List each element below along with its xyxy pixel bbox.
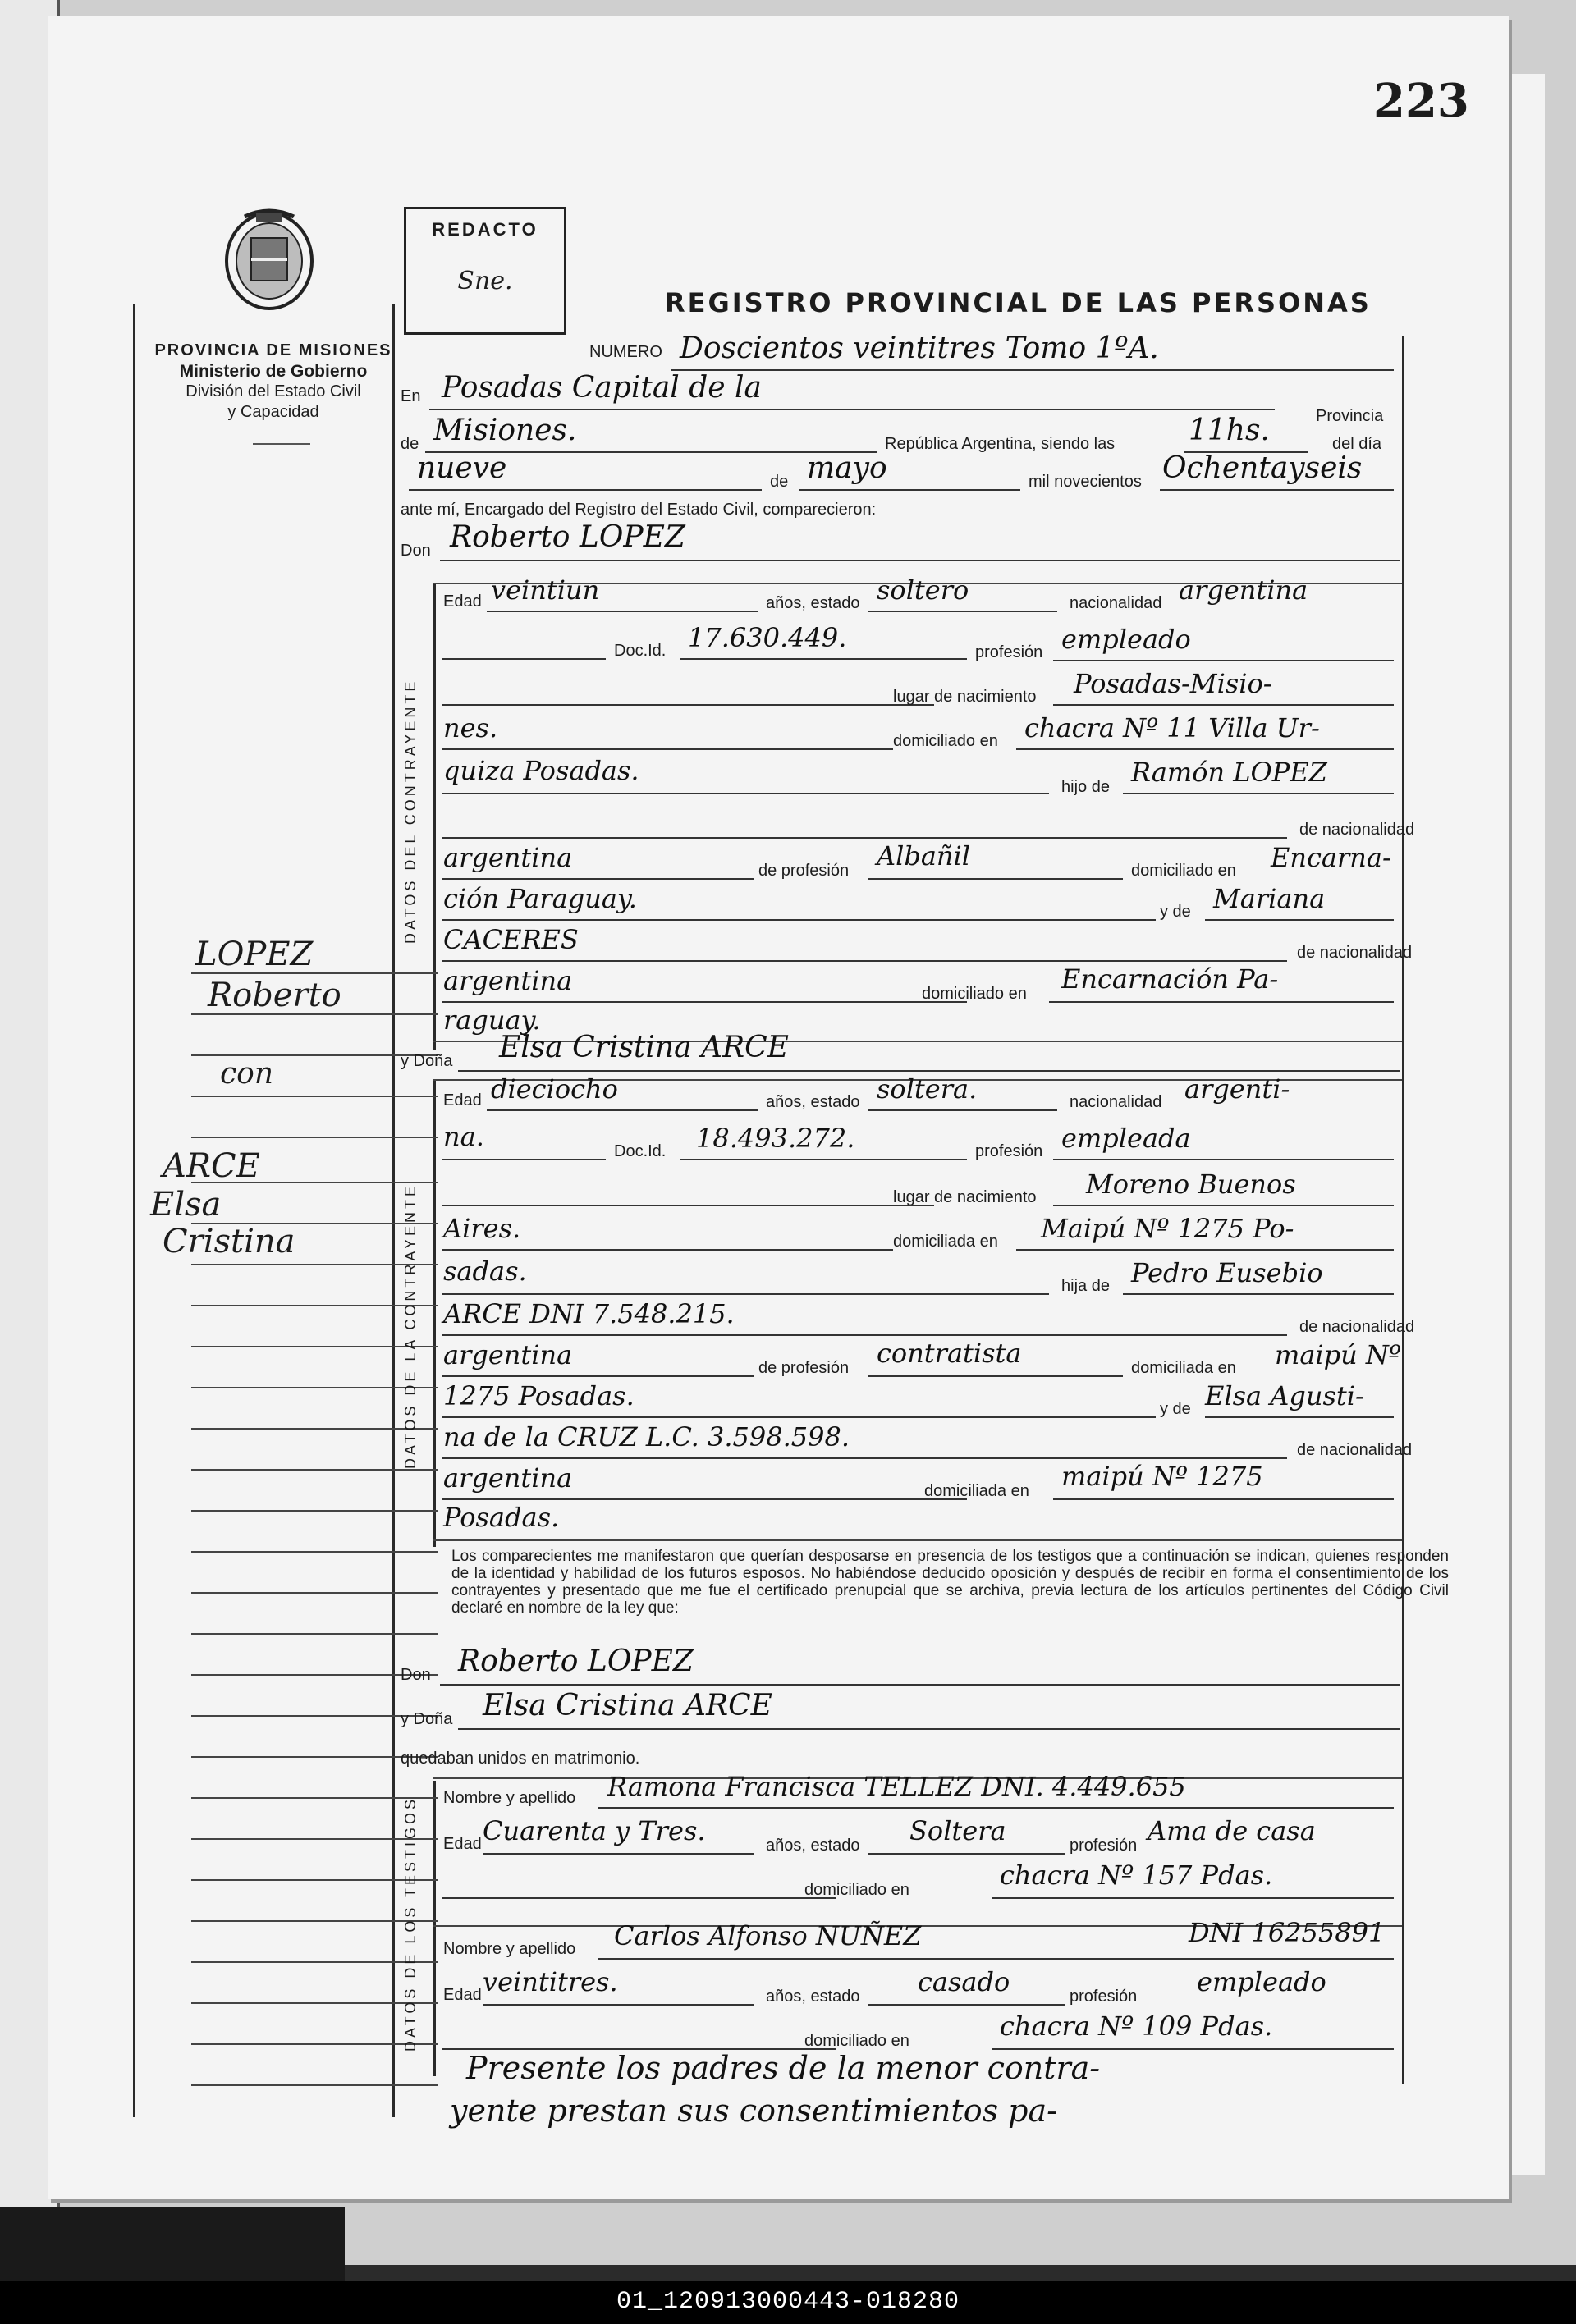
bride-lugar-line <box>1053 1205 1394 1206</box>
bride-doc-pre-line <box>442 1159 606 1160</box>
w1-name-line <box>598 1807 1394 1809</box>
authority-province: PROVINCIA DE MISIONES <box>154 341 392 359</box>
authority-ministry: Ministerio de Gobierno <box>179 362 368 381</box>
bride-madre-dom-b: Posadas. <box>443 1502 560 1533</box>
groom-padre-line <box>1123 793 1394 794</box>
groom-don-label: Don <box>401 542 431 560</box>
margin-line <box>191 1879 438 1881</box>
w1-prof: Ama de casa <box>1148 1815 1316 1846</box>
authority-capacity: y Capacidad <box>227 403 319 421</box>
bride-madre-nac-line <box>442 1498 967 1500</box>
note-line-a: Presente los padres de la menor contra- <box>466 2050 1101 2086</box>
register-page <box>48 16 1509 2199</box>
bride-madre-b: na de la CRUZ L.C. 3.598.598. <box>443 1421 850 1452</box>
groom-hijo-label: hijo de <box>1061 778 1110 796</box>
groom-nac-label: nacionalidad <box>1070 594 1162 612</box>
margin-line <box>191 1797 438 1799</box>
bride-madre-nac: argentina <box>443 1462 573 1494</box>
groom-madre-dom-label: domiciliado en <box>922 985 1027 1003</box>
groom-madre-dom-b: raguay. <box>443 1004 541 1036</box>
groom-lugar-line <box>1053 704 1394 706</box>
w1-nombre-label: Nombre y apellido <box>443 1789 576 1807</box>
bride-doc-line <box>680 1159 967 1160</box>
dia-value: nueve <box>417 451 507 485</box>
provincia-label: Provincia <box>1316 407 1384 425</box>
margin-line <box>191 1096 438 1097</box>
groom-padre-prof: Albañil <box>877 840 970 872</box>
numero-label: NUMERO <box>589 343 662 361</box>
page-number: 223 <box>1373 74 1469 128</box>
margin-line <box>191 1551 438 1553</box>
authority-rule <box>253 443 310 445</box>
bride-de-nac-label: de nacionalidad <box>1299 1318 1415 1336</box>
en-line <box>429 409 1275 410</box>
bride-de-profesion-label: de profesión <box>758 1359 850 1377</box>
bride-padre-dom-b: 1275 Posadas. <box>443 1380 635 1411</box>
groom-y-de-label: y de <box>1160 903 1191 921</box>
groom-doc-line <box>680 658 967 660</box>
decl-bride: Elsa Cristina ARCE <box>483 1689 772 1722</box>
bride-madre-dom-label: domiciliada en <box>924 1482 1029 1500</box>
groom-lugar-a: Posadas-Misio- <box>1074 668 1272 699</box>
w1-dom-label: domiciliado en <box>804 1881 909 1899</box>
de-label: de <box>401 435 419 453</box>
w2-edad-line <box>483 2004 754 2006</box>
groom-doc-pre-line <box>442 658 606 660</box>
groom-madre-line <box>1205 919 1394 921</box>
mes-line <box>799 489 1020 491</box>
groom-padre: Ramón LOPEZ <box>1131 757 1327 788</box>
hora-value: 11hs. <box>1189 414 1270 447</box>
del-dia-label: del día <box>1332 435 1382 453</box>
margin-line <box>191 2043 438 2045</box>
bride-doc-label: Doc.Id. <box>614 1142 667 1160</box>
margin-bride-name2: Cristina <box>163 1223 296 1260</box>
bride-edad-label: Edad <box>443 1091 482 1109</box>
numero-value: Doscientos veintitres Tomo 1ºA. <box>680 332 1159 365</box>
w2-anos-estado-label: años, estado <box>766 1988 860 2006</box>
margin-line <box>191 1137 438 1138</box>
groom-domicilio-a: chacra Nº 11 Villa Ur- <box>1024 712 1320 743</box>
margin-line <box>191 1013 438 1015</box>
groom-lugar-pre-line <box>442 704 934 706</box>
bride-dom-label: domiciliada en <box>893 1233 998 1251</box>
bride-nac-label: nacionalidad <box>1070 1093 1162 1111</box>
bride-dona-label: y Doña <box>401 1052 453 1070</box>
margin-line <box>191 1387 438 1388</box>
bride-madre-b-line <box>442 1457 1287 1459</box>
groom-dom-b-line <box>442 793 1049 794</box>
w1-prof-label: profesión <box>1070 1837 1138 1855</box>
groom-section-rule <box>433 583 436 1050</box>
groom-doc: 17.630.449. <box>688 622 847 653</box>
bride-madre-line <box>1205 1416 1394 1418</box>
w1-name: Ramona Francisca TELLEZ DNI. 4.449.655 <box>607 1771 1186 1802</box>
bride-nacionalidad-b: na. <box>443 1121 484 1152</box>
w2-dom-label: domiciliado en <box>804 2032 909 2050</box>
margin-line <box>191 1264 438 1265</box>
w1-edad-line <box>483 1853 754 1855</box>
w2-nombre-label: Nombre y apellido <box>443 1940 576 1958</box>
w1-edad-label: Edad <box>443 1835 482 1853</box>
groom-madre-b-line <box>442 960 1287 962</box>
w2-prof-label: profesión <box>1070 1988 1138 2006</box>
w2-estado: casado <box>918 1966 1010 1997</box>
w1-dom: chacra Nº 157 Pdas. <box>1000 1860 1273 1891</box>
margin-line <box>191 2002 438 2004</box>
groom-name: Roberto LOPEZ <box>450 520 685 554</box>
margin-bride-surname: ARCE <box>163 1147 260 1185</box>
bride-domicilio-a: Maipú Nº 1275 Po- <box>1041 1213 1294 1244</box>
declaration-text: Los comparecientes me manifestaron que querían desposarse en presencia de los testigos que a continuación se indican, quienes responden de la identidad y habilidad de los futuros esposos. No habiéndose deducido oposición y después de recibir en forma el consentimiento de los contrayentes y presentado que me fue el certificado prenupcial que se archiva, previa lectura de los artículos pertinentes del Código Civil declaré en nombre de la ley que: <box>451 1548 1449 1617</box>
groom-dom-pre-line <box>442 748 893 750</box>
groom-anos-estado-label: años, estado <box>766 594 860 612</box>
w2-doc: DNI 16255891 <box>1189 1917 1386 1948</box>
groom-padre-nac: argentina <box>443 842 573 873</box>
margin-line <box>191 2084 438 2086</box>
anio-line <box>1160 489 1394 491</box>
bride-padre-line <box>1123 1293 1394 1295</box>
w2-name: Carlos Alfonso NUÑEZ <box>614 1920 922 1951</box>
bride-prof-line <box>1053 1159 1394 1160</box>
bride-section-bottom <box>433 1539 1402 1541</box>
bride-lugar-label: lugar de nacimiento <box>893 1188 1037 1206</box>
decl-dona-label: y Doña <box>401 1710 453 1728</box>
redacto-stamp <box>404 207 566 335</box>
bride-padre-dom-label: domiciliada en <box>1131 1359 1236 1377</box>
en-label: En <box>401 387 421 405</box>
w2-dom: chacra Nº 109 Pdas. <box>1000 2011 1273 2042</box>
margin-line <box>191 1223 438 1224</box>
bride-lugar-pre-line <box>442 1205 934 1206</box>
groom-prof-label: profesión <box>975 643 1043 661</box>
decl-groom-line <box>440 1684 1400 1686</box>
groom-prof-line <box>1053 660 1394 661</box>
bride-dom-b-line <box>442 1293 1049 1295</box>
groom-madre-nac-line <box>442 1001 967 1003</box>
bride-hija-label: hija de <box>1061 1277 1110 1295</box>
stamp-label: REDACTO <box>432 219 538 240</box>
margin-line <box>191 1346 438 1347</box>
groom-madre-a: Mariana <box>1213 883 1326 914</box>
groom-profesion: empleado <box>1061 624 1191 655</box>
margin-line <box>191 1428 438 1430</box>
bride-dom-pre-line <box>442 1249 893 1251</box>
en-value: Posadas Capital de la <box>442 371 763 405</box>
margin-line <box>191 1305 438 1306</box>
bride-estado: soltera. <box>877 1073 978 1105</box>
bride-lugar-b: Aires. <box>443 1213 521 1244</box>
bride-padre-a: Pedro Eusebio <box>1131 1257 1323 1288</box>
margin-line <box>191 1961 438 1963</box>
ante-label: ante mí, Encargado del Registro del Estado Civil, comparecieron: <box>401 501 877 519</box>
margin-connector: con <box>220 1057 274 1091</box>
bride-name-line <box>458 1070 1400 1072</box>
w1-anos-estado-label: años, estado <box>766 1837 860 1855</box>
groom-padre-dom-a: Encarna- <box>1271 842 1391 873</box>
groom-domicilio-b: quiza Posadas. <box>443 755 639 786</box>
groom-estado-line <box>868 611 1057 612</box>
bride-name: Elsa Cristina ARCE <box>499 1031 789 1064</box>
bride-madre-dom-a: maipú Nº 1275 <box>1061 1461 1263 1492</box>
margin-line <box>191 1469 438 1471</box>
dia-line <box>409 489 762 491</box>
provincial-seal-icon <box>220 205 318 312</box>
groom-de-profesion-label: de profesión <box>758 862 850 880</box>
anio-value: Ochentayseis <box>1162 451 1363 485</box>
groom-doc-label: Doc.Id. <box>614 642 667 660</box>
groom-edad-label: Edad <box>443 592 482 611</box>
numero-line <box>671 369 1394 371</box>
w2-name-line <box>598 1958 1394 1960</box>
margin-line <box>191 1633 438 1635</box>
w1-dom-pre-line <box>442 1897 836 1899</box>
bride-nacionalidad-a: argenti- <box>1184 1073 1290 1105</box>
republica-label: República Argentina, siendo las <box>885 435 1116 453</box>
de-mes-label: de <box>770 473 789 491</box>
bride-domicilio-b: sadas. <box>443 1256 527 1287</box>
groom-lugar-b: nes. <box>443 712 498 743</box>
bride-section-label: DATOS DE LA CONTRAYENTE <box>402 1183 419 1469</box>
bride-padre-prof-line <box>868 1375 1123 1377</box>
margin-line <box>191 1510 438 1512</box>
decl-quedaban: quedaban unidos en matrimonio. <box>401 1750 640 1768</box>
bride-madre-a: Elsa Agusti- <box>1205 1380 1364 1411</box>
bride-dom-line <box>1016 1249 1394 1251</box>
bride-estado-line <box>868 1109 1057 1111</box>
margin-line <box>191 1838 438 1840</box>
mil-label: mil novecientos <box>1029 473 1142 491</box>
margin-column-rule <box>392 304 395 2117</box>
bride-edad-line <box>487 1109 758 1111</box>
witness-section-rule <box>433 1781 436 2076</box>
groom-padre-cont-line <box>442 837 1287 839</box>
right-frame-rule <box>1402 336 1404 2084</box>
groom-estado: soltero <box>877 574 969 606</box>
decl-don-label: Don <box>401 1666 431 1684</box>
groom-de-nac-label2: de nacionalidad <box>1297 944 1413 962</box>
bride-prof-label: profesión <box>975 1142 1043 1160</box>
groom-padre-dom-b: ción Paraguay. <box>443 883 637 914</box>
bride-de-nac-label2: de nacionalidad <box>1297 1441 1413 1459</box>
w2-edad: veintitres. <box>483 1966 618 1997</box>
bride-doc: 18.493.272. <box>696 1123 855 1154</box>
bride-padre-dom-a: maipú Nº <box>1275 1339 1401 1370</box>
groom-name-line <box>440 560 1400 561</box>
page-title: REGISTRO PROVINCIAL DE LAS PERSONAS <box>665 287 1372 318</box>
groom-madre-b: CACERES <box>443 924 579 955</box>
groom-edad-line <box>487 611 758 612</box>
bride-padre-b: ARCE DNI 7.548.215. <box>443 1298 735 1329</box>
margin-line <box>191 1920 438 1922</box>
groom-lugar-label: lugar de nacimiento <box>893 688 1037 706</box>
groom-section-label: DATOS DEL CONTRAYENTE <box>402 678 419 944</box>
witness-section-label: DATOS DE LOS TESTIGOS <box>402 1796 419 2052</box>
w1-estado: Soltera <box>909 1815 1006 1846</box>
bride-padre-prof: contratista <box>877 1338 1022 1369</box>
decl-bride-line <box>458 1728 1400 1730</box>
w1-edad: Cuarenta y Tres. <box>483 1815 706 1846</box>
margin-bride-name1: Elsa <box>150 1186 222 1224</box>
bride-profesion: empleada <box>1061 1123 1191 1154</box>
scan-shadow <box>0 2207 345 2281</box>
bride-padre-b-line <box>442 1334 1287 1336</box>
groom-nacionalidad: argentina <box>1179 574 1308 606</box>
bride-madre-dom-line <box>1053 1498 1394 1500</box>
margin-line <box>191 1592 438 1594</box>
bride-section-rule <box>433 1079 436 1547</box>
groom-dom-line <box>1016 748 1394 750</box>
w2-estado-line <box>868 2004 1065 2006</box>
groom-madre-dom-a: Encarnación Pa- <box>1061 963 1279 995</box>
groom-dom-label: domiciliado en <box>893 732 998 750</box>
groom-padre-prof-line <box>868 878 1123 880</box>
stamp-signature: Sne. <box>457 267 513 295</box>
mes-value: mayo <box>807 451 887 485</box>
bride-padre-dom-b-line <box>442 1416 1156 1418</box>
de-value: Misiones. <box>433 414 577 447</box>
margin-line <box>191 1182 438 1183</box>
bride-lugar-a: Moreno Buenos <box>1086 1169 1296 1200</box>
margin-line <box>191 972 438 974</box>
groom-de-nac-label: de nacionalidad <box>1299 821 1415 839</box>
w1-estado-line <box>868 1853 1065 1855</box>
note-line-b: yente prestan sus consentimientos pa- <box>450 2093 1057 2129</box>
scan-id: 01_120913000443-018280 <box>616 2288 960 2316</box>
bride-anos-estado-label: años, estado <box>766 1093 860 1111</box>
groom-padre-nac-line <box>442 878 754 880</box>
bride-padre-nac: argentina <box>443 1339 573 1370</box>
margin-groom-surname: LOPEZ <box>195 936 314 973</box>
margin-groom-name: Roberto <box>208 977 341 1014</box>
groom-madre-nac: argentina <box>443 965 573 996</box>
groom-madre-dom-line <box>1049 1001 1394 1003</box>
groom-padre-dom-label: domiciliado en <box>1131 862 1236 880</box>
authority-block <box>138 341 409 423</box>
left-margin-rule <box>133 304 135 2117</box>
bride-edad: dieciocho <box>491 1073 618 1105</box>
decl-groom: Roberto LOPEZ <box>458 1645 694 1678</box>
w1-dom-line <box>992 1897 1394 1899</box>
authority-division: División del Estado Civil <box>186 382 361 400</box>
bride-y-de-label: y de <box>1160 1400 1191 1418</box>
w2-prof: empleado <box>1197 1966 1326 1997</box>
w2-edad-label: Edad <box>443 1986 482 2004</box>
groom-edad: veintiun <box>491 574 600 606</box>
groom-padre-dom-b-line <box>442 919 1156 921</box>
bride-padre-nac-line <box>442 1375 754 1377</box>
